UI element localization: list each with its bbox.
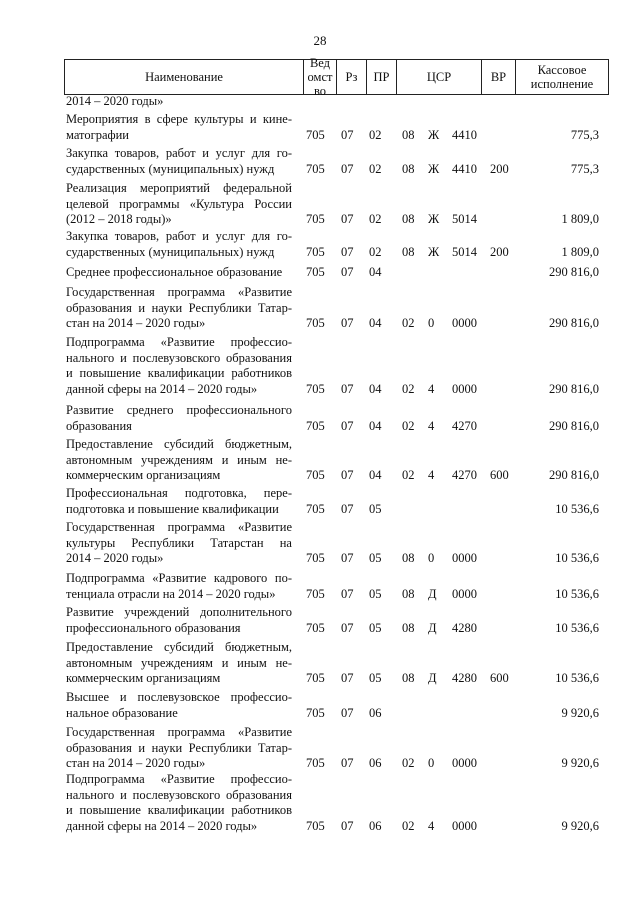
cell-pr: 06: [369, 818, 382, 833]
row-name-line: стан на 2014 – 2020 годы»: [66, 756, 206, 770]
cell-rz: 07: [341, 501, 354, 516]
cell-csr1: 08: [402, 671, 415, 685]
cell-csr2: Ж: [428, 244, 440, 259]
cell-pr: 02: [369, 244, 382, 259]
cell-csr1: 08: [402, 161, 415, 176]
header-csr: ЦСР: [397, 60, 482, 94]
cell-pr: 06: [369, 756, 382, 770]
row-name-line: Реализация мероприятий федеральной: [66, 181, 292, 195]
row-name-line: (2012 – 2018 годы)»: [66, 212, 172, 226]
cell-rz: 07: [341, 418, 354, 433]
row-name-line: коммерческим организациям: [66, 468, 221, 482]
cell-pr: 02: [369, 212, 382, 226]
cell-csr3: 4270: [452, 418, 477, 433]
cell-rz: 07: [341, 316, 354, 330]
cell-pr: 04: [369, 265, 382, 279]
cell-csr1: 02: [402, 316, 415, 330]
cell-csr3: 4280: [452, 671, 477, 685]
cell-ved: 705: [306, 818, 325, 833]
row-name-line: Мероприятия в сфере культуры и кине-: [66, 112, 292, 126]
row-name-line: Профессиональная подготовка, пере-: [66, 486, 292, 500]
row-name-line: Среднее профессиональное образование: [66, 265, 283, 279]
row-name-line: Государственная программа «Развитие: [66, 725, 292, 739]
row-name-line: Закупка товаров, работ и услуг для го-: [66, 229, 292, 243]
cell-amount: 290 816,0: [549, 418, 599, 433]
cell-rz: 07: [341, 620, 354, 635]
cell-pr: 05: [369, 620, 382, 635]
row-name: [66, 285, 292, 332]
cell-csr1: 02: [402, 418, 415, 433]
cell-pr: 04: [369, 418, 382, 433]
row-name: [66, 605, 292, 636]
header-amount: Кассовое исполнение: [530, 63, 594, 91]
row-name-line: автономным учреждениям и иным не-: [66, 655, 292, 670]
cell-csr3: 4410: [452, 161, 477, 176]
row-name-line: Предоставление субсидий бюджетным,: [66, 640, 292, 654]
cell-ved: 705: [306, 620, 325, 635]
row-name-line: сударственных (муниципальных) нужд: [66, 244, 275, 259]
cell-csr2: Д: [428, 671, 437, 685]
cell-csr2: 4: [428, 818, 435, 833]
row-name-line: профессионального образования: [66, 620, 241, 635]
row-name-line: Развитие учреждений дополнительного: [66, 605, 292, 619]
cell-pr: 05: [369, 551, 382, 565]
row-name: [66, 94, 292, 110]
cell-csr3: 0000: [452, 381, 477, 396]
cell-csr2: 4: [428, 381, 435, 396]
cell-csr3: 5014: [452, 212, 477, 226]
cell-csr3: 0000: [452, 316, 477, 330]
cell-amount: 9 920,6: [561, 705, 599, 720]
cell-amount: 10 536,6: [555, 620, 599, 635]
row-name-line: подготовка и повышение квалификации: [66, 501, 279, 516]
cell-pr: 02: [369, 161, 382, 176]
header-vr: ВР: [482, 60, 516, 94]
cell-ved: 705: [306, 671, 325, 685]
cell-csr1: 02: [402, 468, 415, 482]
cell-rz: 07: [341, 818, 354, 833]
cell-ved: 705: [306, 244, 325, 259]
row-name: [66, 520, 292, 567]
cell-csr2: Ж: [428, 127, 440, 142]
row-name-line: целевой программы «Культура России: [66, 196, 292, 211]
cell-pr: 04: [369, 468, 382, 482]
cell-rz: 07: [341, 244, 354, 259]
row-name: [66, 437, 292, 484]
cell-rz: 07: [341, 671, 354, 685]
row-name-line: Подпрограмма «Развитие профессио-: [66, 335, 292, 349]
cell-ved: 705: [306, 756, 325, 770]
cell-amount: 9 920,6: [561, 818, 599, 833]
cell-csr1: 08: [402, 620, 415, 635]
cell-rz: 07: [341, 265, 354, 279]
cell-amount: 10 536,6: [555, 671, 599, 685]
row-name-line: тенциала отрасли на 2014 – 2020 годы»: [66, 586, 276, 601]
cell-amount: 1 809,0: [561, 244, 599, 259]
cell-csr2: Д: [428, 620, 437, 635]
cell-csr1: 02: [402, 756, 415, 770]
header-pr: ПР: [367, 60, 397, 94]
row-name: [66, 486, 292, 517]
cell-pr: 04: [369, 316, 382, 330]
cell-csr2: Д: [428, 586, 437, 601]
cell-csr2: Ж: [428, 161, 440, 176]
row-name-line: стан на 2014 – 2020 годы»: [66, 316, 206, 330]
cell-ved: 705: [306, 381, 325, 396]
header-name: Наименование: [65, 60, 304, 94]
cell-csr3: 5014: [452, 244, 477, 259]
row-name-line: коммерческим организациям: [66, 671, 221, 685]
cell-vr: 200: [490, 161, 509, 176]
row-name-line: 2014 – 2020 годы»: [66, 94, 164, 108]
row-name-line: сударственных (муниципальных) нужд: [66, 161, 275, 176]
cell-amount: 290 816,0: [549, 468, 599, 482]
row-name: [66, 146, 292, 177]
cell-csr1: 08: [402, 244, 415, 259]
cell-ved: 705: [306, 468, 325, 482]
row-name-line: Подпрограмма «Развитие кадрового по-: [66, 571, 292, 585]
row-name-line: Подпрограмма «Развитие профессио-: [66, 772, 292, 786]
row-name: [66, 690, 292, 721]
row-name-line: нального и послевузовского образования: [66, 350, 292, 365]
cell-csr1: 08: [402, 551, 415, 565]
cell-rz: 07: [341, 212, 354, 226]
row-name-line: культуры Республики Татарстан на: [66, 535, 292, 550]
table-header: [64, 56, 609, 98]
cell-amount: 10 536,6: [555, 501, 599, 516]
header-rz: Рз: [337, 60, 367, 94]
row-name: [66, 772, 292, 834]
cell-amount: 9 920,6: [561, 756, 599, 770]
cell-pr: 04: [369, 381, 382, 396]
row-name: [66, 265, 292, 281]
page-number: 28: [313, 33, 327, 48]
row-name-line: образования: [66, 418, 132, 433]
row-name: [66, 640, 292, 687]
cell-csr1: 02: [402, 818, 415, 833]
row-name: [66, 229, 292, 260]
cell-rz: 07: [341, 161, 354, 176]
cell-vr: 600: [490, 671, 509, 685]
cell-pr: 05: [369, 501, 382, 516]
cell-ved: 705: [306, 316, 325, 330]
cell-rz: 07: [341, 586, 354, 601]
row-name-line: образования и науки Республики Татар-: [66, 300, 292, 315]
cell-ved: 705: [306, 586, 325, 601]
cell-ved: 705: [306, 501, 325, 516]
cell-csr3: 0000: [452, 586, 477, 601]
cell-ved: 705: [306, 161, 325, 176]
row-name-line: образования и науки Республики Татар-: [66, 740, 292, 755]
cell-csr1: 08: [402, 127, 415, 142]
cell-csr2: Ж: [428, 212, 440, 226]
cell-ved: 705: [306, 127, 325, 142]
row-name-line: автономным учреждениям и иным не-: [66, 452, 292, 467]
cell-rz: 07: [341, 551, 354, 565]
row-name-line: Предоставление субсидий бюджетным,: [66, 437, 292, 451]
cell-csr3: 4410: [452, 127, 477, 142]
row-name: [66, 725, 292, 772]
row-name-line: 2014 – 2020 годы»: [66, 551, 164, 565]
cell-vr: 200: [490, 244, 509, 259]
cell-csr3: 4280: [452, 620, 477, 635]
cell-amount: 10 536,6: [555, 551, 599, 565]
cell-rz: 07: [341, 127, 354, 142]
cell-csr2: 0: [428, 756, 435, 770]
cell-csr2: 4: [428, 418, 435, 433]
row-name-line: Закупка товаров, работ и услуг для го-: [66, 146, 292, 160]
row-name: [66, 571, 292, 602]
cell-rz: 07: [341, 705, 354, 720]
cell-csr2: 0: [428, 316, 435, 330]
row-name-line: данной сферы на 2014 – 2020 годы»: [66, 818, 258, 833]
cell-amount: 290 816,0: [549, 316, 599, 330]
cell-csr1: 02: [402, 381, 415, 396]
row-name: [66, 112, 292, 143]
cell-csr1: 08: [402, 586, 415, 601]
cell-vr: 600: [490, 468, 509, 482]
row-name-line: данной сферы на 2014 – 2020 годы»: [66, 381, 258, 396]
cell-amount: 290 816,0: [549, 265, 599, 279]
cell-ved: 705: [306, 212, 325, 226]
cell-pr: 06: [369, 705, 382, 720]
cell-csr3: 0000: [452, 756, 477, 770]
cell-pr: 02: [369, 127, 382, 142]
cell-amount: 10 536,6: [555, 586, 599, 601]
header-ved-text: Ведомство: [307, 56, 333, 98]
row-name-line: Государственная программа «Развитие: [66, 285, 292, 299]
cell-ved: 705: [306, 418, 325, 433]
cell-rz: 07: [341, 756, 354, 770]
row-name-line: Развитие среднего профессионального: [66, 403, 292, 417]
row-name-line: и повышение квалификации работников: [66, 803, 292, 817]
row-name-line: нальное образование: [66, 705, 178, 720]
cell-csr2: 0: [428, 551, 435, 565]
row-name-line: матографии: [66, 127, 130, 142]
cell-ved: 705: [306, 705, 325, 720]
row-name: [66, 403, 292, 434]
cell-pr: 05: [369, 671, 382, 685]
row-name: [66, 181, 292, 228]
row-name: [66, 335, 292, 397]
cell-amount: 775,3: [570, 161, 599, 176]
cell-ved: 705: [306, 265, 325, 279]
header-ved: [304, 56, 337, 98]
cell-amount: 290 816,0: [549, 381, 599, 396]
cell-rz: 07: [341, 468, 354, 482]
row-name-line: и повышение квалификации работников: [66, 366, 292, 380]
cell-csr1: 08: [402, 212, 415, 226]
cell-ved: 705: [306, 551, 325, 565]
cell-amount: 775,3: [570, 127, 599, 142]
cell-csr3: 0000: [452, 551, 477, 565]
cell-csr2: 4: [428, 468, 435, 482]
row-name-line: нального и послевузовского образования: [66, 787, 292, 802]
row-name-line: Государственная программа «Развитие: [66, 520, 292, 534]
cell-rz: 07: [341, 381, 354, 396]
row-name-line: Высшее и послевузовское профессио-: [66, 690, 292, 704]
cell-csr3: 4270: [452, 468, 477, 482]
cell-csr3: 0000: [452, 818, 477, 833]
cell-amount: 1 809,0: [561, 212, 599, 226]
cell-pr: 05: [369, 586, 382, 601]
